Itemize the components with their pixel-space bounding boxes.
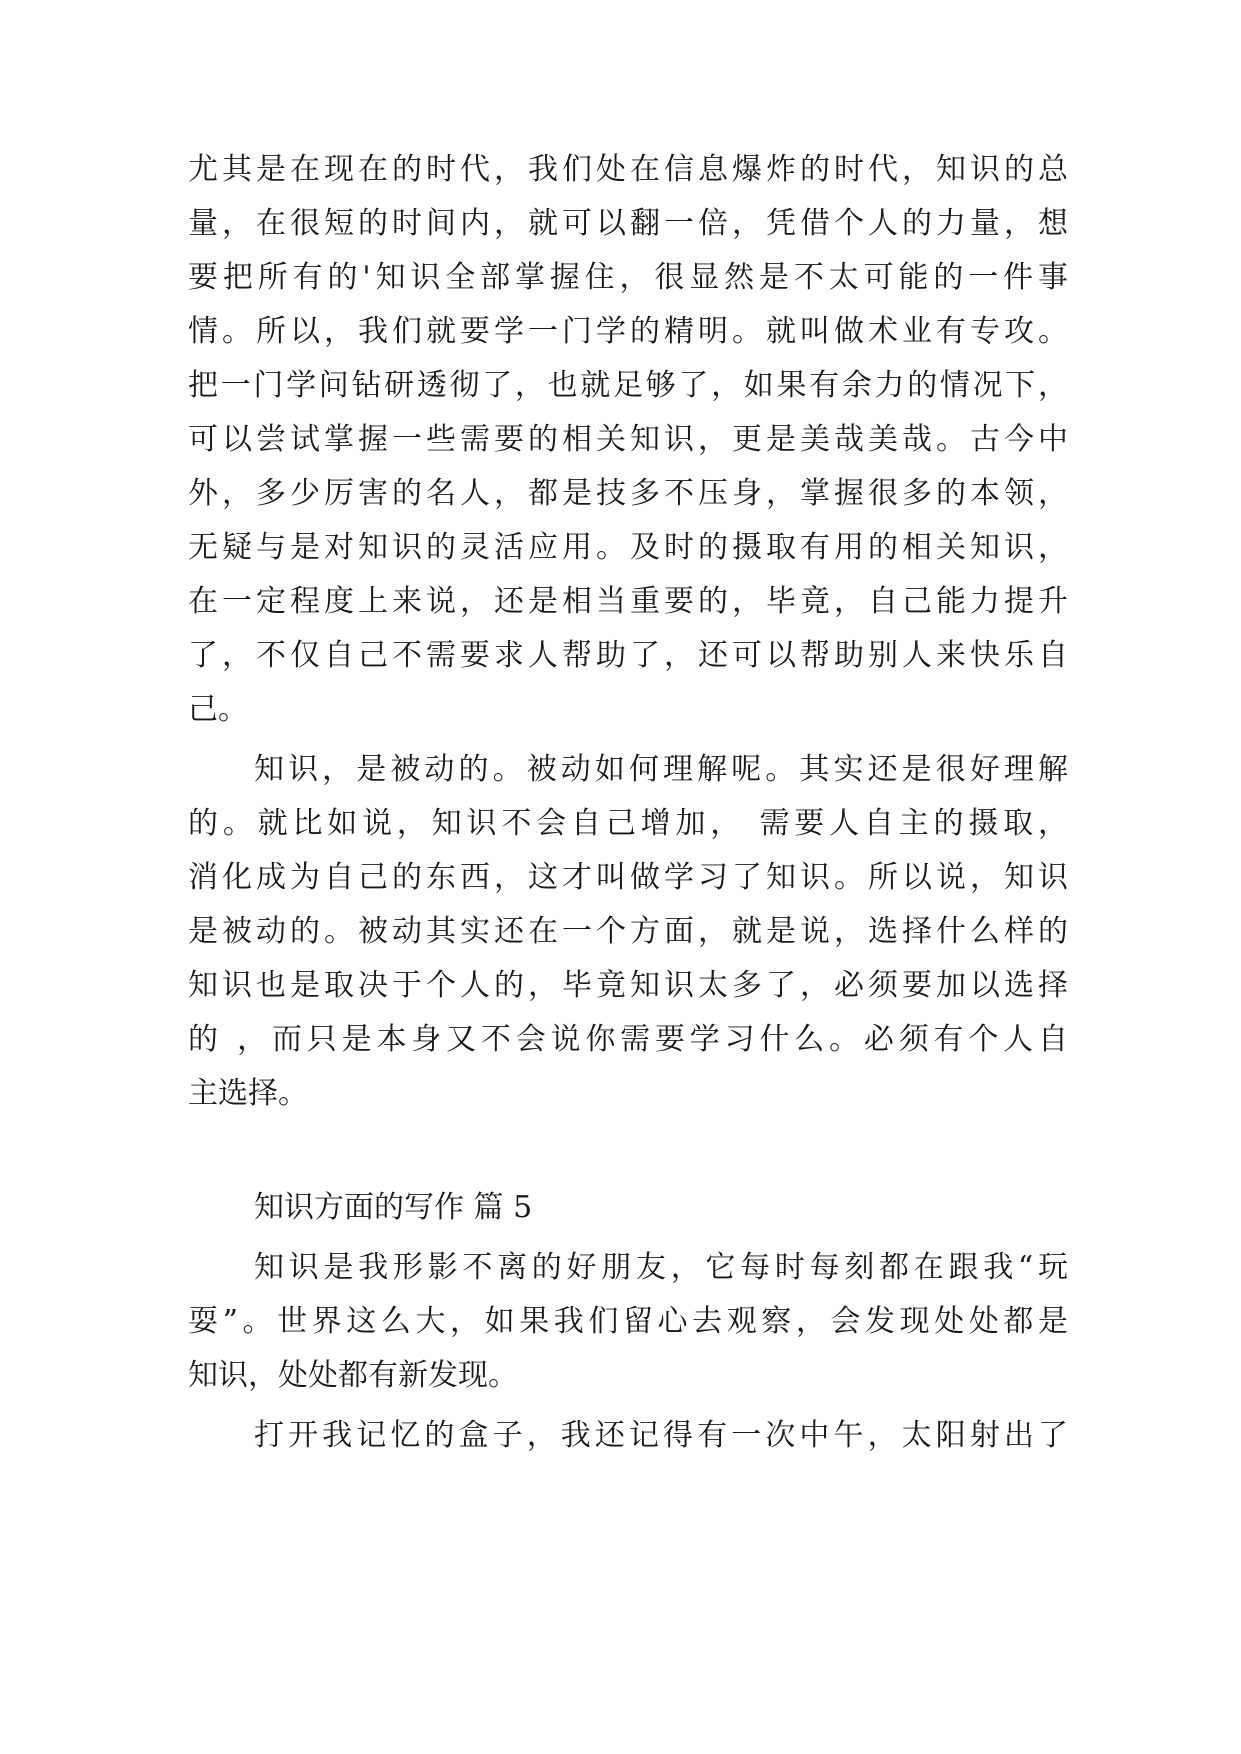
paragraph-line: 把一门学问钻研透彻了，也就足够了，如果有余力的情况下， xyxy=(188,368,1068,403)
paragraph-line: 情。所以，我们就要学一门学的精明。就叫做术业有专攻。 xyxy=(188,314,1068,349)
paragraph-line: 的 ，而只是本身又不会说你需要学习什么。必须有个人自 xyxy=(188,1022,1068,1057)
paragraph-line: 外，多少厉害的名人，都是技多不压身，掌握很多的本领， xyxy=(188,476,1068,511)
paragraph-line: 要把所有的'知识全部掌握住，很显然是不太可能的一件事 xyxy=(188,260,1068,295)
paragraph-line: 己。 xyxy=(188,692,248,727)
paragraph-line: 打开我记忆的盒子，我还记得有一次中午，太阳射出了 xyxy=(254,1418,1068,1453)
paragraph-line: 知识也是取决于个人的，毕竟知识太多了，必须要加以选择 xyxy=(188,968,1068,1003)
paragraph-line: 量，在很短的时间内，就可以翻一倍，凭借个人的力量，想 xyxy=(188,206,1068,241)
paragraph-line: 无疑与是对知识的灵活应用。及时的摄取有用的相关知识， xyxy=(188,530,1068,565)
paragraph-line: 了，不仅自己不需要求人帮助了，还可以帮助别人来快乐自 xyxy=(188,638,1068,673)
paragraph-line: 消化成为自己的东西，这才叫做学习了知识。所以说，知识 xyxy=(188,860,1068,895)
paragraph-line: 知识，是被动的。被动如何理解呢。其实还是很好理解 xyxy=(254,752,1068,787)
paragraph-line: 在一定程度上来说，还是相当重要的，毕竟，自己能力提升 xyxy=(188,584,1068,619)
paragraph-line: 知识是我形影不离的好朋友，它每时每刻都在跟我“玩 xyxy=(254,1250,1068,1285)
paragraph-line: 的。就比如说，知识不会自己增加， 需要人自主的摄取， xyxy=(188,806,1068,841)
paragraph-line: 是被动的。被动其实还在一个方面，就是说，选择什么样的 xyxy=(188,914,1068,949)
paragraph-line: 知识，处处都有新发现。 xyxy=(188,1358,518,1393)
section-heading: 知识方面的写作 篇 5 xyxy=(254,1190,533,1225)
paragraph-line: 主选择。 xyxy=(188,1076,308,1111)
paragraph-line: 耍”。世界这么大，如果我们留心去观察，会发现处处都是 xyxy=(188,1304,1068,1339)
paragraph-line: 尤其是在现在的时代，我们处在信息爆炸的时代，知识的总 xyxy=(188,152,1068,187)
paragraph-line: 可以尝试掌握一些需要的相关知识，更是美哉美哉。古今中 xyxy=(188,422,1068,457)
